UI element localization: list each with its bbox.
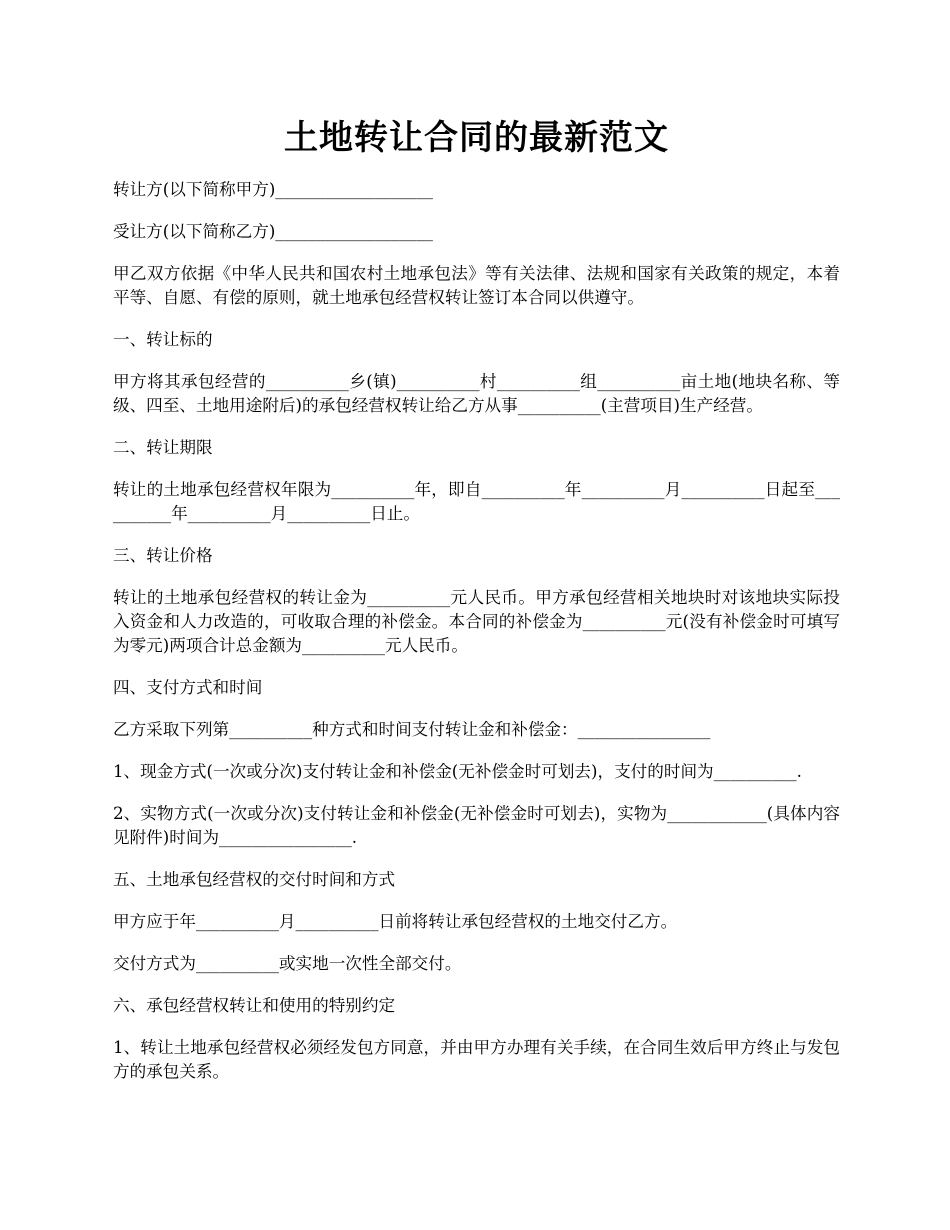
section-3-paragraph: 转让的土地承包经营权的转让金为__________元人民币。甲方承包经营相关地块时对该地块实际投入资金和人力改造的，可收取合理的补偿金。本合同的补偿金为__________元(没有补偿金时可填写为零元)两项合计总金额为__________元人民币。 <box>113 588 840 655</box>
section-2-paragraph: 转让的土地承包经营权年限为__________年，即自__________年__________月__________日起至__________年__________月__________日止。 <box>113 480 840 523</box>
section-1-paragraph: 甲方将其承包经营的__________乡(镇)__________村__________组__________亩土地(地块名称、等级、四至、土地用途附后)的承包经营权转让给乙方从事__________(主营项目)生产经营。 <box>113 372 840 415</box>
transferee-line: 受让方(以下简称乙方)___________________ <box>113 222 433 241</box>
section-heading-3: 三、转让价格 <box>113 546 213 565</box>
document-title: 土地转让合同的最新范文 <box>284 118 669 158</box>
section-4-item-2: 2、实物方式(一次或分次)支付转让金和补偿金(无补偿金时可划去)，实物为____________(具体内容见附件)时间为________________. <box>113 804 840 847</box>
section-heading-4: 四、支付方式和时间 <box>113 678 263 697</box>
section-5-paragraph-1: 甲方应于年__________月__________日前将转让承包经营权的土地交付乙方。 <box>113 912 678 931</box>
section-6-item-1: 1、转让土地承包经营权必须经发包方同意，并由甲方办理有关手续，在合同生效后甲方终止与发包方的承包关系。 <box>113 1038 840 1081</box>
section-heading-5: 五、土地承包经营权的交付时间和方式 <box>113 870 396 889</box>
section-heading-2: 二、转让期限 <box>113 438 213 457</box>
section-4-paragraph: 乙方采取下列第__________种方式和时间支付转让金和补偿金：________________ <box>113 720 711 739</box>
section-heading-1: 一、转让标的 <box>113 330 213 349</box>
section-5-paragraph-2: 交付方式为__________或实地一次性全部交付。 <box>113 954 462 973</box>
transferor-line: 转让方(以下简称甲方)___________________ <box>113 180 433 199</box>
section-heading-6: 六、承包经营权转让和使用的特别约定 <box>113 996 396 1015</box>
preamble-paragraph: 甲乙双方依据《中华人民共和国农村土地承包法》等有关法律、法规和国家有关政策的规定，本着平等、自愿、有偿的原则，就土地承包经营权转让签订本合同以供遵守。 <box>113 264 840 307</box>
section-4-item-1: 1、现金方式(一次或分次)支付转让金和补偿金(无补偿金时可划去)，支付的时间为__________. <box>113 762 802 781</box>
